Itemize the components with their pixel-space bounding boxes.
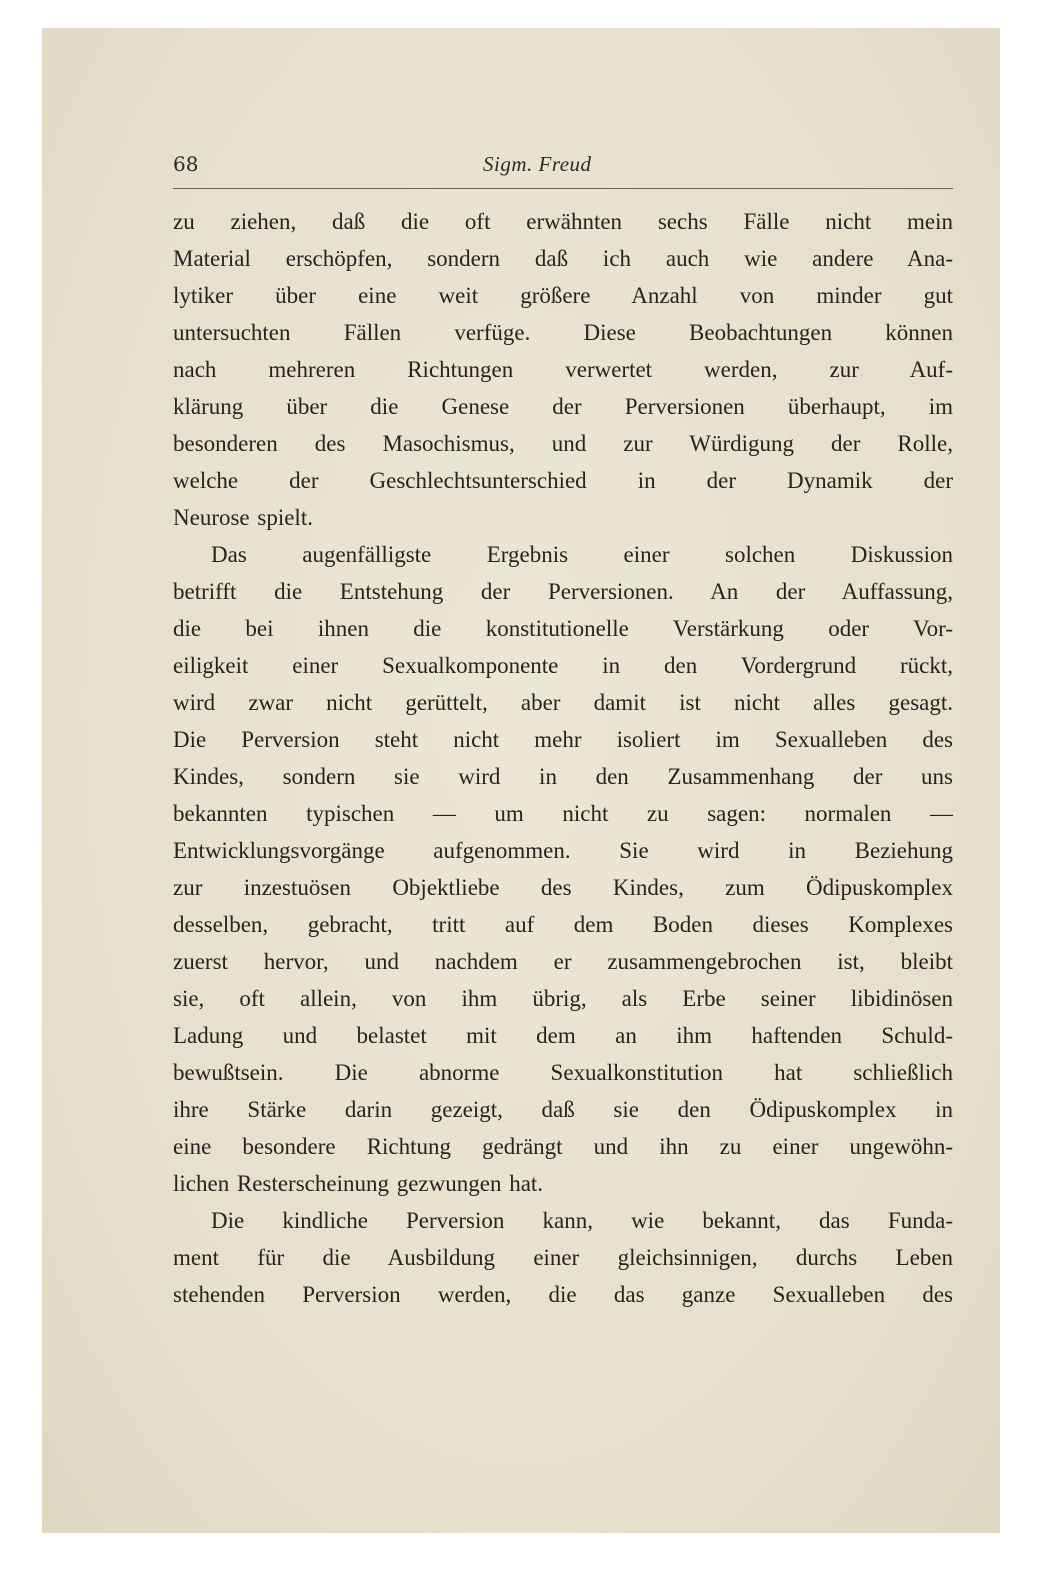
text-line: Die Perversion steht nicht mehr isoliert im Sexualleben des [173,727,953,752]
text-line: Material erschöpfen, sondern daß ich auch wie andere Ana- [173,246,953,271]
text-line: Neurose spielt. [173,505,313,530]
text-line: stehenden Perversion werden, die das ganze Sexualleben des [173,1282,953,1307]
text-line: die bei ihnen die konstitutionelle Verstärkung oder Vor- [173,616,953,641]
text-line: bewußtsein. Die abnorme Sexualkonstitution hat schließlich [173,1060,953,1085]
page-header [173,152,953,189]
text-line: ihre Stärke darin gezeigt, daß sie den Ödipuskomplex in [173,1097,953,1122]
text-line: eiligkeit einer Sexualkomponente in den Vordergrund rückt, [173,653,953,678]
text-line: zur inzestuösen Objektliebe des Kindes, zum Ödipuskomplex [173,875,953,900]
text-line: welche der Geschlechtsunterschied in der Dynamik der [173,468,953,493]
running-head: Sigm. Freud [483,152,592,176]
text-line: wird zwar nicht gerüttelt, aber damit ist nicht alles gesagt. [173,690,953,715]
text-line: Ladung und belastet mit dem an ihm haftenden Schuld- [173,1023,953,1048]
text-line: sie, oft allein, von ihm übrig, als Erbe seiner libidinösen [173,986,953,1011]
text-line: besonderen des Masochismus, und zur Würdigung der Rolle, [173,431,953,456]
text-line: bekannten typischen — um nicht zu sagen: normalen — [173,801,953,826]
text-line: betrifft die Entstehung der Perversionen. An der Auffassung, [173,579,953,604]
text-line: klärung über die Genese der Perversionen überhaupt, im [173,394,953,419]
text-line: zu ziehen, daß die oft erwähnten sechs Fälle nicht mein [173,209,953,234]
text-line: Entwicklungsvorgänge aufgenommen. Sie wird in Beziehung [173,838,953,863]
text-line: Das augenfälligste Ergebnis einer solchen Diskussion [211,542,953,567]
text-line: lytiker über eine weit größere Anzahl von minder gut [173,283,953,308]
text-line: desselben, gebracht, tritt auf dem Boden dieses Komplexes [173,912,953,937]
page-number: 68 [173,152,199,176]
text-line: Die kindliche Perversion kann, wie bekannt, das Funda- [211,1208,953,1233]
text-line: untersuchten Fällen verfüge. Diese Beobachtungen können [173,320,953,345]
text-line: nach mehreren Richtungen verwertet werden, zur Auf- [173,357,953,382]
text-line: lichen Resterscheinung gezwungen hat. [173,1171,544,1196]
text-line: zuerst hervor, und nachdem er zusammengebrochen ist, bleibt [173,949,953,974]
text-line: ment für die Ausbildung einer gleichsinnigen, durchs Leben [173,1245,953,1270]
text-line: eine besondere Richtung gedrängt und ihn zu einer ungewöhn- [173,1134,953,1159]
body-text [173,203,953,1313]
text-line: Kindes, sondern sie wird in den Zusammenhang der uns [173,764,953,789]
